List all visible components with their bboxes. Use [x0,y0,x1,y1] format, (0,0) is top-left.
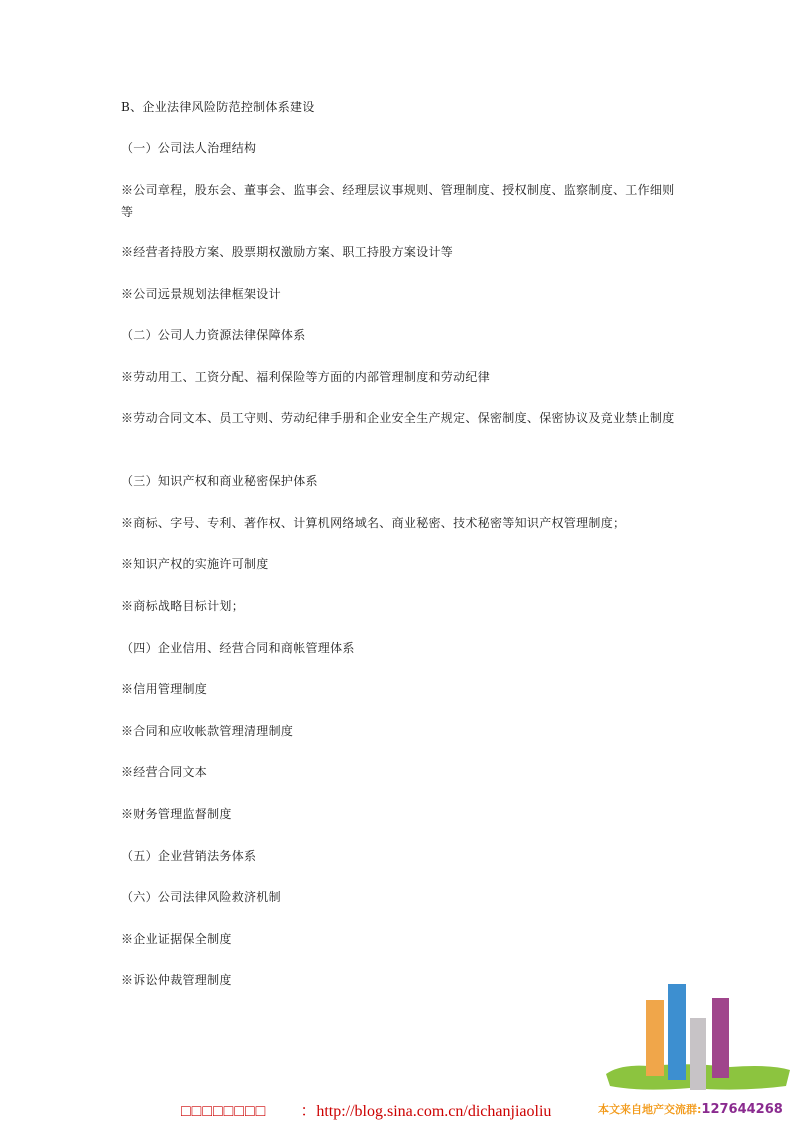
city-skyline-logo-icon [600,978,792,1090]
list-item: ※知识产权的实施许可制度 [121,557,269,571]
watermark-label: 本文来自地产交流群: [598,1103,702,1116]
list-item: ※合同和应收帐款管理清理制度 [121,724,294,738]
list-item: ※商标战略目标计划； [121,599,245,613]
list-item: ※财务管理监督制度 [121,807,232,821]
watermark-number: 127644268 [701,1102,783,1117]
subsection-heading: （一）公司法人治理结构 [121,141,257,155]
subsection-heading: （二）公司人力资源法律保障体系 [121,328,306,342]
subsection-heading: （五）企业营销法务体系 [121,849,257,863]
blue-building-bar [668,984,686,1080]
gray-building-bar [690,1018,706,1090]
list-item: ※经营者持股方案、股票期权激励方案、职工持股方案设计等 [121,245,454,259]
list-item: ※公司章程，股东会、董事会、监事会、经理层议事规则、管理制度、授权制度、监察制度、工作细则等 [121,183,675,219]
purple-building-bar [712,998,729,1078]
subsection-heading: （六）公司法律风险救济机制 [121,890,281,904]
list-item: ※企业证据保全制度 [121,932,232,946]
watermark-group-text [598,1101,783,1117]
subsection-heading: （三）知识产权和商业秘密保护体系 [121,474,318,488]
footer-url-link[interactable]: ：http://blog.sina.com.cn/dichanjiaoliu [300,1103,552,1120]
list-item: ※公司远景规划法律框架设计 [121,287,281,301]
list-item: ※信用管理制度 [121,682,208,696]
section-heading: B、企业法律风险防范控制体系建设 [121,100,315,114]
orange-building-bar [646,1000,664,1076]
list-item: ※诉讼仲裁管理制度 [121,973,232,987]
subsection-heading: （四）企业信用、经营合同和商帐管理体系 [121,641,355,655]
footer-label: □□□□□□□□ [181,1103,267,1120]
list-item: ※劳动合同文本、员工守则、劳动纪律手册和企业安全生产规定、保密制度、保密协议及竞业禁止制度 [121,411,675,425]
list-item: ※经营合同文本 [121,765,208,779]
list-item: ※商标、字号、专利、著作权、计算机网络域名、商业秘密、技术秘密等知识产权管理制度； [121,516,626,530]
list-item: ※劳动用工、工资分配、福利保险等方面的内部管理制度和劳动纪律 [121,370,491,384]
